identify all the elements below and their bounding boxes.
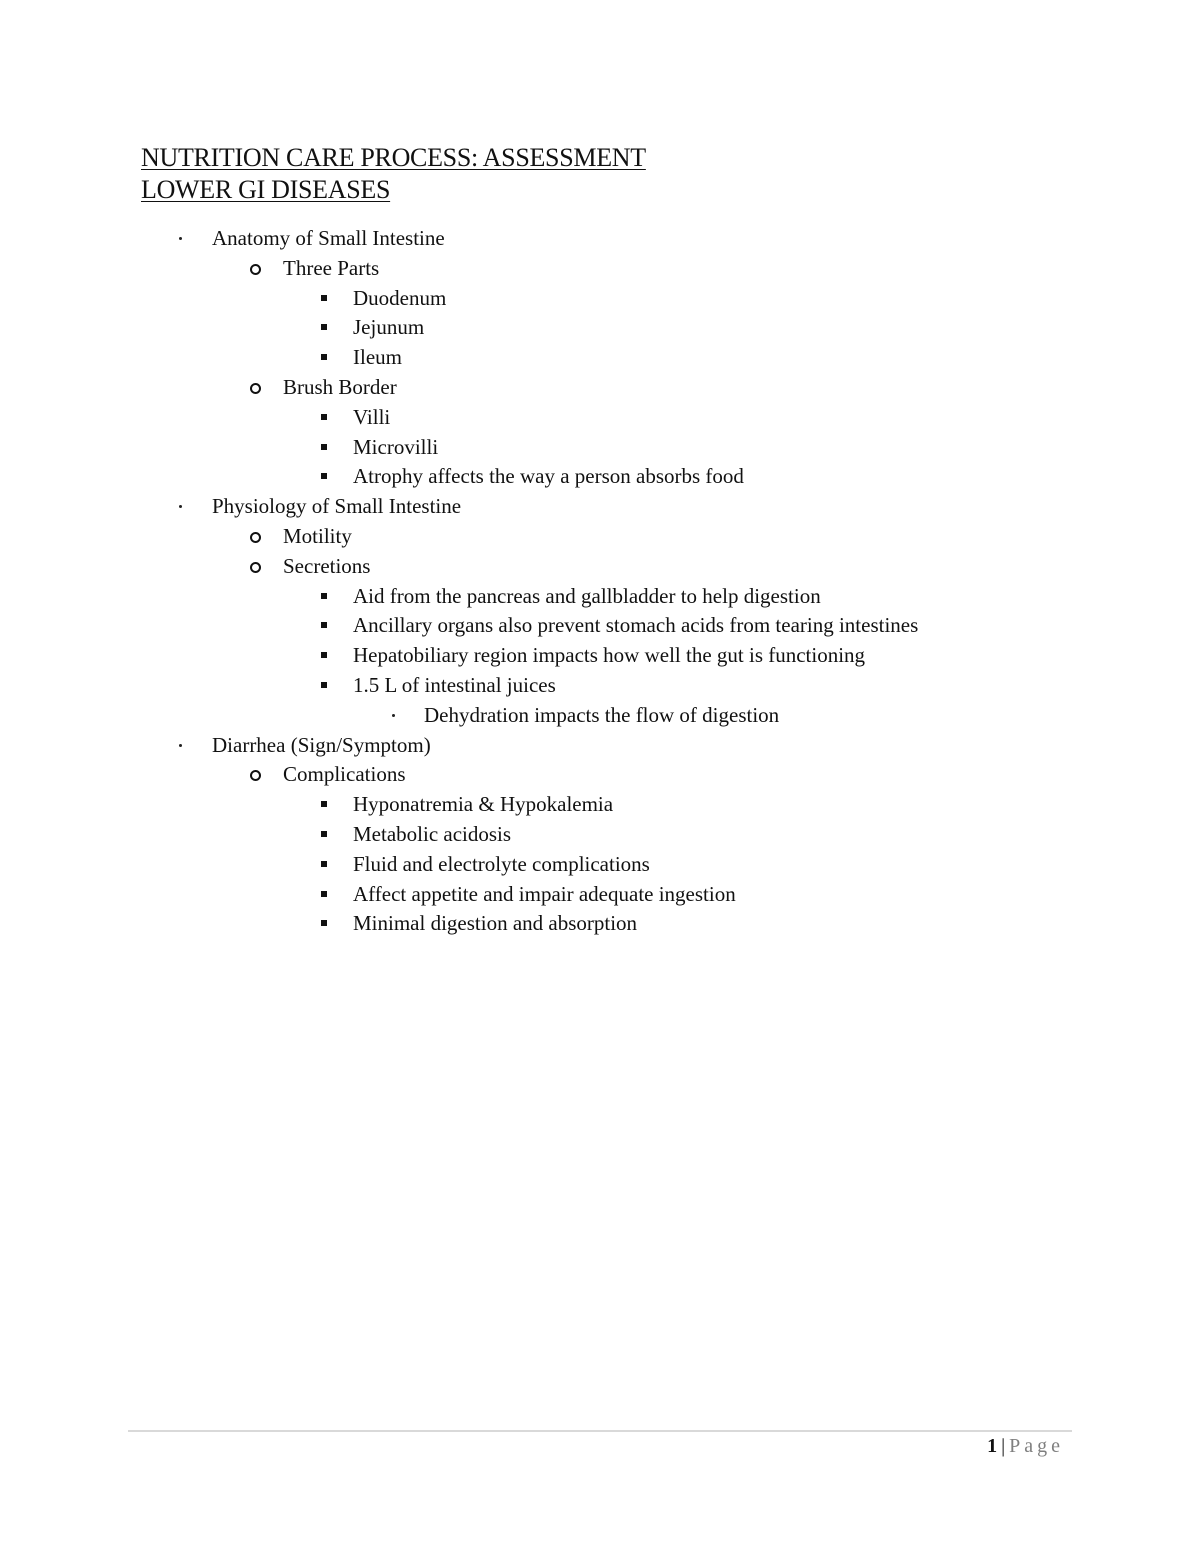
outline-item-text: Duodenum xyxy=(353,285,447,310)
document-title xyxy=(141,142,646,206)
outline-item-level-3 xyxy=(0,581,1200,611)
square-bullet-icon xyxy=(321,324,327,330)
outline-item-text: Anatomy of Small Intestine xyxy=(212,226,445,250)
outline-item-level-3 xyxy=(0,402,1200,432)
outline-item-text: Aid from the pancreas and gallbladder to help digestion xyxy=(353,583,821,608)
hollow-circle-bullet-icon xyxy=(250,562,261,573)
square-bullet-icon xyxy=(321,652,327,658)
outline-item-level-1 xyxy=(0,223,1200,253)
outline-item-level-3 xyxy=(0,670,1200,700)
hollow-circle-bullet-icon xyxy=(250,264,261,275)
small-dot-bullet-icon xyxy=(179,744,182,747)
small-dot-bullet-icon xyxy=(179,505,182,508)
title-line-2: LOWER GI DISEASES xyxy=(141,175,391,204)
outline-item-level-3 xyxy=(0,283,1200,313)
outline-item-text: Jejunum xyxy=(353,315,425,340)
outline-item-text: Complications xyxy=(283,762,406,787)
outline-item-level-1 xyxy=(0,491,1200,521)
outline-item-level-2 xyxy=(0,759,1200,789)
outline-item-level-3 xyxy=(0,789,1200,819)
outline-item-level-2 xyxy=(0,253,1200,283)
outline-item-level-3 xyxy=(0,342,1200,372)
square-bullet-icon xyxy=(321,354,327,360)
square-bullet-icon xyxy=(321,831,327,837)
outline-item-level-3 xyxy=(0,849,1200,879)
outline-item-level-2 xyxy=(0,551,1200,581)
outline-item-level-3 xyxy=(0,908,1200,938)
outline-item-text: Dehydration impacts the flow of digestion xyxy=(424,702,780,727)
square-bullet-icon xyxy=(321,920,327,926)
title-line-1: NUTRITION CARE PROCESS: ASSESSMENT xyxy=(141,143,646,172)
outline-item-text: Secretions xyxy=(283,553,371,578)
outline-item-level-2 xyxy=(0,372,1200,402)
outline-item-text: Physiology of Small Intestine xyxy=(212,494,462,519)
square-bullet-icon xyxy=(321,295,327,301)
square-bullet-icon xyxy=(321,473,327,479)
square-bullet-icon xyxy=(321,801,327,807)
outline-item-text: Metabolic acidosis xyxy=(353,822,512,846)
footer-divider xyxy=(128,1430,1072,1432)
outline-item-text: Affect appetite and impair adequate ingestion xyxy=(353,881,736,906)
square-bullet-icon xyxy=(321,414,327,420)
outline-item-text: Motility xyxy=(283,524,352,548)
small-dot-bullet-icon xyxy=(392,714,395,717)
outline-item-level-3 xyxy=(0,610,1200,640)
page-footer xyxy=(987,1433,1064,1459)
footer-separator: | xyxy=(1001,1435,1006,1457)
outline-item-text: Hepatobiliary region impacts how well the gut is functioning xyxy=(353,643,866,668)
hollow-circle-bullet-icon xyxy=(250,383,261,394)
hollow-circle-bullet-icon xyxy=(250,532,261,543)
square-bullet-icon xyxy=(321,622,327,628)
outline-item-level-3 xyxy=(0,879,1200,909)
outline-item-text: Brush Border xyxy=(283,375,397,399)
outline-item-level-3 xyxy=(0,819,1200,849)
square-bullet-icon xyxy=(321,593,327,599)
outline-item-text: Minimal digestion and absorption xyxy=(353,911,638,936)
small-dot-bullet-icon xyxy=(179,237,182,240)
outline-item-text: Three Parts xyxy=(283,255,380,280)
outline-item-text: Ancillary organs also prevent stomach acids from tearing intestines xyxy=(353,613,919,638)
outline-item-level-3 xyxy=(0,461,1200,491)
square-bullet-icon xyxy=(321,861,327,867)
square-bullet-icon xyxy=(321,891,327,897)
outline-item-level-3 xyxy=(0,432,1200,462)
square-bullet-icon xyxy=(321,682,327,688)
outline-item-level-3 xyxy=(0,312,1200,342)
outline-item-text: Fluid and electrolyte complications xyxy=(353,851,650,876)
hollow-circle-bullet-icon xyxy=(250,770,261,781)
square-bullet-icon xyxy=(321,444,327,450)
page-number: 1 xyxy=(987,1435,998,1457)
outline-item-text: 1.5 L of intestinal juices xyxy=(353,673,556,697)
outline-item-level-1 xyxy=(0,730,1200,760)
outline-item-text: Villi xyxy=(353,404,391,429)
outline-item-text: Ileum xyxy=(353,345,402,370)
page-label: Page xyxy=(1009,1435,1064,1457)
outline-item-text: Diarrhea (Sign/Symptom) xyxy=(212,732,431,757)
outline-item-level-3 xyxy=(0,640,1200,670)
outline-item-text: Microvilli xyxy=(353,434,439,459)
outline-item-text: Hyponatremia & Hypokalemia xyxy=(353,792,614,817)
outline-item-text: Atrophy affects the way a person absorbs food xyxy=(353,464,744,489)
outline-item-level-4 xyxy=(0,700,1200,730)
outline-item-level-2 xyxy=(0,521,1200,551)
